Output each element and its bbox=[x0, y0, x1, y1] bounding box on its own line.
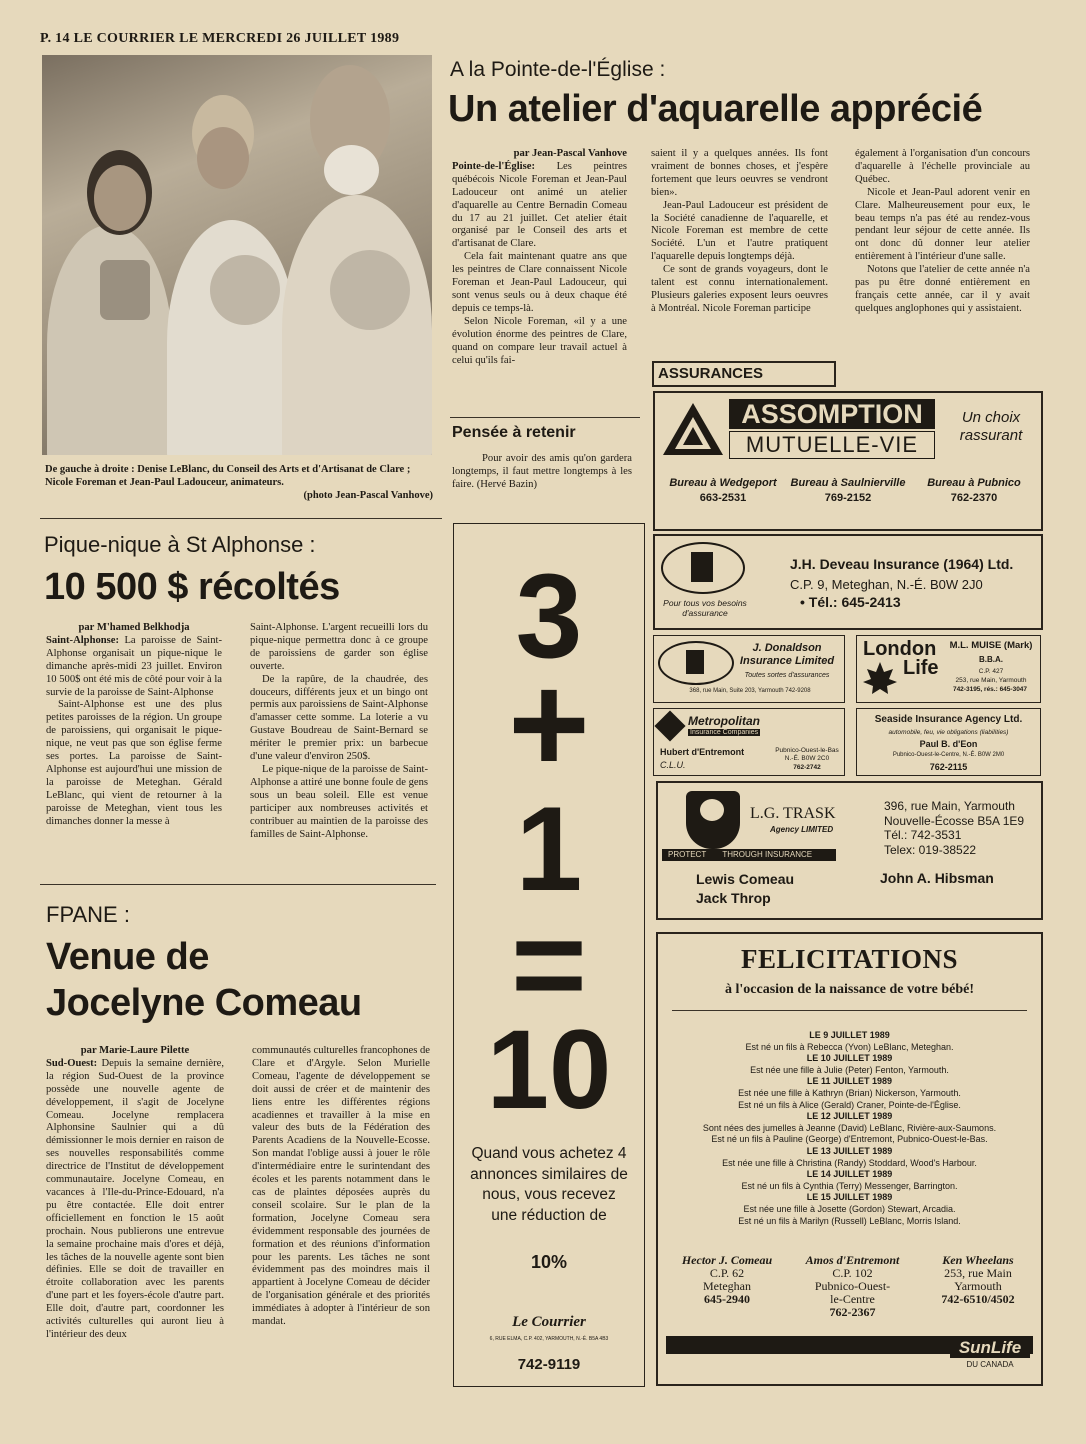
birth-entry: Est né un fils à Alice (Gerald) Craner, Pointe-de-l'Église. bbox=[738, 1099, 961, 1110]
page-header: P. 14 LE COURRIER LE MERCREDI 26 JUILLET 1989 bbox=[40, 31, 400, 46]
trask-ad bbox=[656, 781, 1043, 920]
birth-entry: Est né un fils à Pauline (George) d'Entremont, Pubnico-Ouest-le-Bas. bbox=[711, 1134, 988, 1145]
birth-entry: Est né un fils à Marilyn (Russell) LeBlanc, Morris Island. bbox=[738, 1215, 961, 1226]
seaside-name: Seaside Insurance Agency Ltd. bbox=[874, 714, 1023, 725]
fpane-byline: par Marie-Laure Pilette bbox=[80, 1045, 190, 1056]
london-phones: 742-3195, rés.: 645-3047 bbox=[952, 686, 1028, 693]
seaside-agent: Paul B. d'Eon bbox=[919, 739, 978, 749]
promo-percent: 10% bbox=[530, 1252, 568, 1272]
birth-entry: Est née une fille à Kathryn (Brian) Nickerson, Yarmouth. bbox=[738, 1087, 961, 1098]
atelier-dateline: Pointe-de-l'Église: bbox=[452, 160, 535, 172]
fpane-kicker: FPANE : bbox=[46, 902, 130, 927]
promo-number-3: 3 bbox=[515, 549, 583, 683]
metropolitan-title: C.L.U. bbox=[660, 760, 686, 770]
london-address: 253, rue Main, Yarmouth bbox=[955, 677, 1027, 684]
birth-entry: Est né un fils à Cynthia (Terry) Messenger, Barrington. bbox=[741, 1180, 958, 1191]
assomption-subname: MUTUELLE-VIE bbox=[729, 431, 935, 459]
birth-date: LE 13 JUILLET 1989 bbox=[806, 1145, 893, 1156]
pique-dateline: Saint-Alphonse: bbox=[46, 634, 119, 646]
trask-agents: Lewis Comeau Jack Throp bbox=[696, 871, 795, 906]
office-pubnico: Bureau à Pubnico 762-2370 bbox=[927, 477, 1021, 504]
atelier-col-2: saient il y a quelques années. Ils font vraiment de bonnes choses, et j'espère fortement que leurs oeuvres se vendront bien». Jean-Paul Ladouceur est président de la Société canadienne de l'aquarelle, et Nicole Foreman est membre de cette Société. L'un et l'autre pratiquent l'aquarelle depuis longtemps déjà. Ce sont de grands voyageurs, dont le talent est connu internationalement. Plusieurs galeries exposent leurs oeuvres à Montréal. Nicole Foreman participe bbox=[651, 148, 828, 314]
trask-banner: PROTECT THROUGH INSURANCE bbox=[662, 849, 836, 861]
article-photo bbox=[42, 55, 432, 455]
trask-knight-icon bbox=[686, 791, 740, 849]
felicitations-subtitle: à l'occasion de la naissance de votre bébé! bbox=[724, 982, 974, 997]
deveau-name: J.H. Deveau Insurance (1964) Ltd. bbox=[790, 556, 1014, 572]
assomption-name: ASSOMPTION bbox=[729, 399, 935, 429]
pique-title: 10 500 $ récoltés bbox=[44, 566, 340, 608]
assomption-logo-icon bbox=[661, 401, 725, 457]
promo-number-1: 1 bbox=[515, 782, 583, 916]
office-saulnierville: Bureau à Saulnierville 769-2152 bbox=[790, 477, 906, 504]
birth-entry: Est né un fils à Rebecca (Yvon) LeBlanc, Meteghan. bbox=[745, 1041, 954, 1052]
london-brand: London bbox=[863, 638, 937, 660]
courrier-phone: 742-9119 bbox=[517, 1356, 581, 1373]
agent-ken: Ken Wheelans 253, rue Main Yarmouth 742-6510/4502 bbox=[941, 1253, 1015, 1306]
assurances-label: ASSURANCES bbox=[652, 361, 836, 387]
pique-col-1: par M'hamed Belkhodja Saint-Alphonse: La paroisse de Saint-Alphonse organisait un pique-nique le dimanche après-midi 23 juillet. Environ 10 500$ ont été mis de côté pour voir à la survie de la paroisse de Saint-Alphonse Saint-Alphonse est une des plus petites paroisses de la région. Un groupe de paroissiens, qui organisait le pique-nique, ne veut pas que son église ferme ses portes. La paroisse de Saint-Alphonse est aujourd'hui une mission de la paroisse de Meteghan. Gérald LeBlanc, qui vient de retourner à la paroisse de Meteghan, vient tous les dimanches donner la messe à bbox=[46, 622, 222, 827]
donaldson-name: J. Donaldson Insurance Limited bbox=[739, 642, 835, 667]
felicitations-title: FELICITATIONS bbox=[740, 944, 959, 974]
atelier-kicker: A la Pointe-de-l'Église : bbox=[450, 58, 666, 81]
promo-plus: + bbox=[508, 645, 590, 802]
atelier-byline: par Jean-Pascal Vanhove bbox=[513, 148, 627, 159]
metropolitan-sub: Insurance Companies bbox=[690, 729, 759, 736]
fpane-title: Venue de Jocelyne Comeau bbox=[46, 936, 362, 1024]
courrier-address: 6, RUE ELMA, C.P. 402, YARMOUTH, N.-É. B5A 4B3 bbox=[489, 1336, 609, 1342]
trask-sub: Agency LIMITED bbox=[770, 825, 834, 834]
agent-amos: Amos d'Entremont C.P. 102 Pubnico-Ouest- le-Centre 762-2367 bbox=[805, 1253, 900, 1319]
donaldson-ad bbox=[653, 635, 845, 703]
deveau-phone: • Tél.: 645-2413 bbox=[800, 594, 901, 610]
promo-text: Quand vous achetez 4 annonces similaires de nous, vous recevez une réduction de bbox=[470, 1145, 628, 1224]
maple-leaf-icon bbox=[863, 662, 897, 698]
london-agent: M.L. MUISE (Mark) bbox=[949, 640, 1033, 651]
deveau-ad bbox=[653, 534, 1043, 630]
assomption-ad bbox=[653, 391, 1043, 531]
metropolitan-ad bbox=[653, 708, 845, 776]
trask-name: L.G. TRASK bbox=[750, 805, 836, 822]
assomption-slogan: Un choix rassurant bbox=[959, 409, 1023, 444]
pique-kicker: Pique-nique à St Alphonse : bbox=[44, 532, 316, 557]
promo-number-10: 10 bbox=[486, 1007, 612, 1132]
birth-list bbox=[664, 1030, 1035, 1227]
caption-text: De gauche à droite : Denise LeBlanc, du Conseil des Arts et d'Artisanat de Clare ; Nicole Foreman et Jean-Paul Ladouceur, animateurs. bbox=[45, 464, 411, 488]
fpane-col-1: par Marie-Laure Pilette Sud-Ouest: Depuis la semaine dernière, la région Sud-Ouest de la province possède une nouvelle agente de développement, il s'agit de Jocelyne Comeau. Jocelyne remplacera Alphonsine Saulnier qui a dû démissionner le mois dernier en raison de ses nouvelles responsabilités comme directrice de l'Institut de développement communautaire. Jocelyne Comeau, en vacances à l'Ile-du-Prince-Edouard, n'a pu être contactée. Elle doit entrer officiellement en fonction le 15 août prochain. Nous publierons une entrevue la semaine prochaine mais d'ores et déjà, les tâches de la nouvelle agente sont bien définies. Elle se doit de travailler en étroite collaboration avec les parents d'une part et les foyers-école d'autre part. Elle doit, d'autre part, coordonner les activités culturelles qui auront lieu à l'intérieur des deux bbox=[46, 1045, 224, 1340]
birth-date: LE 15 JUILLET 1989 bbox=[806, 1192, 893, 1203]
courrier-logo: Le Courrier bbox=[512, 1314, 586, 1330]
donaldson-address: 368, rue Main, Suite 203, Yarmouth 742-9208 bbox=[689, 688, 811, 694]
promo-ad bbox=[453, 523, 645, 1387]
life-brand: Life bbox=[903, 657, 939, 679]
seaside-phone: 762-2115 bbox=[929, 762, 968, 772]
birth-date: LE 14 JUILLET 1989 bbox=[806, 1169, 893, 1180]
pique-col-2: Saint-Alphonse. L'argent recueilli lors du pique-nique permettra donc à ce groupe de paroissiens de garder son église ouverte. De la rapûre, de la chaudrée, des douceurs, différents jeux et un bingo ont permis aux paroissiens de Saint-Alphonse d'amasser cette somme. La loterie a vu Gustave Boudreau de Saint-Bernard se mériter le premier prix: un barbecue d'une valeur d'environ 250$. Le pique-nique de la paroisse de Saint-Alphonse a attiré une bonne foule de gens sous un beau soleil. Elle est venue participer aux nombreuses activités et contribuer au maintien de la paroisse des familles de Saint-Alphonse. bbox=[250, 622, 428, 840]
photo-caption bbox=[45, 463, 433, 502]
deveau-tagline: Pour tous vos besoins d'assurance bbox=[663, 598, 747, 618]
felicitations-ad bbox=[656, 932, 1043, 1386]
trask-agent-hibsman: John A. Hibsman bbox=[880, 870, 994, 886]
seaside-ad bbox=[856, 708, 1041, 776]
atelier-col-3: également à l'organisation d'un concours d'aquarelle à l'échelle provinciale au Québec. Nicole et Jean-Paul adorent venir en Clare. Malheureusement pour eux, le beau temps n'a pas été au rendez-vous pendant leur séjour de cette année. Ils ont donc dû donner leur atelier entièrement à l'intérieur d'une salle. Notons que l'atelier de cette année n'a pas pu être donné entièrement en français cette année, car il y avait quelques anglophones qui y assistaient. bbox=[855, 148, 1030, 314]
birth-entry: Est née une fille à Josette (Gordon) Stewart, Arcadia. bbox=[743, 1203, 956, 1214]
deveau-address: C.P. 9, Meteghan, N.-É. B0W 2J0 bbox=[790, 577, 983, 592]
promo-equals: = bbox=[511, 891, 587, 1037]
birth-date: LE 10 JUILLET 1989 bbox=[806, 1053, 893, 1064]
metropolitan-address: Pubnico-Ouest-le-Bas N.-É. B0W 2C0 bbox=[775, 747, 839, 762]
birth-entry: Est née une fille à Christina (Randy) Stoddard, Wood's Harbour. bbox=[722, 1157, 977, 1168]
pique-byline: par M'hamed Belkhodja bbox=[78, 622, 190, 633]
agent-hector: Hector J. Comeau C.P. 62 Meteghan 645-2940 bbox=[681, 1253, 773, 1306]
metropolitan-phone: 762-2742 bbox=[793, 764, 821, 771]
fpane-col-2: communautés culturelles francophones de Clare et d'Argyle. Selon Murielle Comeau, l'agente de développement se doit aussi de créer et de maintenir des liens entre les différentes régions acadiennes et travailler à la mise en valeur des buts de la Fédération des Parents Acadiens de la Nouvelle-Ecosse. Son mandat l'oblige aussi à jouer le rôle d'intermédiaire entre le surintendant des écoles et les parents notamment dans le cas de plaintes déposées auprès du conseil scolaire. Sur le plan de la formation, Jocelyne Comeau sera évidemment responsable des journées de formation et des réunions d'information pour les parents. Les tâches ne sont évidemment pas des moindres mais il appartient à Jocelyne Comeau de décider de l'organisation générale et des priorités immédiates à adopter à l'intérieur de son mandat. bbox=[252, 1045, 430, 1328]
london-life-ad bbox=[856, 635, 1041, 703]
office-wedgeport: Bureau à Wedgeport 663-2531 bbox=[669, 477, 777, 504]
deveau-logo-icon bbox=[661, 542, 745, 594]
birth-date: LE 12 JUILLET 1989 bbox=[806, 1111, 893, 1122]
donaldson-tagline: Toutes sortes d'assurances bbox=[744, 672, 830, 679]
seaside-sub: automobile, feu, vie obligations (liabilities) bbox=[888, 729, 1009, 736]
atelier-title: Un atelier d'aquarelle apprécié bbox=[448, 88, 983, 130]
seaside-address: Pubnico-Ouest-le-Centre, N.-É. B0W 2M0 bbox=[892, 752, 1005, 758]
metropolitan-name: Metropolitan bbox=[688, 714, 760, 728]
photo-credit: (photo Jean-Pascal Vanhove) bbox=[303, 490, 433, 501]
sunlife-sub: DU CANADA bbox=[966, 1360, 1014, 1369]
atelier-col-1: par Jean-Pascal Vanhove Pointe-de-l'Église: Les peintres québécois Nicole Foreman et Jean-Paul Ladouceur ont animé un atelier d'aquarelle au Centre Bernadin Comeau du 17 au 21 juillet. Cet atelier était organisé par le Conseil des arts et d'artisanat de Clare. Cela fait maintenant quatre ans que les peintres de Clare connaissent Nicole Foreman et Jean-Paul Ladouceur, qui sont venus seuls ou à deux chaque été depuis ce temps-là. Selon Nicole Foreman, «il y a une évolution énorme des peintres de Clare, quand on compare leur travail actuel à celui qu'ils fai- bbox=[452, 148, 627, 366]
london-degree: B.B.A. bbox=[979, 655, 1003, 664]
london-cp: C.P. 427 bbox=[978, 668, 1004, 675]
donaldson-logo-icon bbox=[658, 641, 734, 685]
pensee-title: Pensée à retenir bbox=[452, 424, 576, 441]
fpane-dateline: Sud-Ouest: bbox=[46, 1057, 98, 1069]
birth-entry: Sont nées des jumelles à Jeanne (David) LeBlanc, Rivière-aux-Saumons. bbox=[702, 1122, 997, 1133]
pensee-text: Pour avoir des amis qu'on gardera longtemps, il faut mettre longtemps à les faire. (Hervé Bazin) bbox=[452, 453, 632, 490]
sunlife-logo: SunLife bbox=[950, 1338, 1030, 1358]
birth-entry: Est née une fille à Julie (Peter) Fenton, Yarmouth. bbox=[750, 1064, 949, 1075]
metropolitan-logo-icon bbox=[654, 710, 685, 741]
birth-date: LE 11 JUILLET 1989 bbox=[806, 1076, 893, 1087]
trask-contact: 396, rue Main, Yarmouth Nouvelle-Écosse B5A 1E9 Tél.: 742-3531 Telex: 019-38522 bbox=[884, 799, 1025, 857]
metropolitan-agent: Hubert d'Entremont bbox=[660, 747, 745, 757]
birth-date: LE 9 JUILLET 1989 bbox=[809, 1030, 890, 1040]
